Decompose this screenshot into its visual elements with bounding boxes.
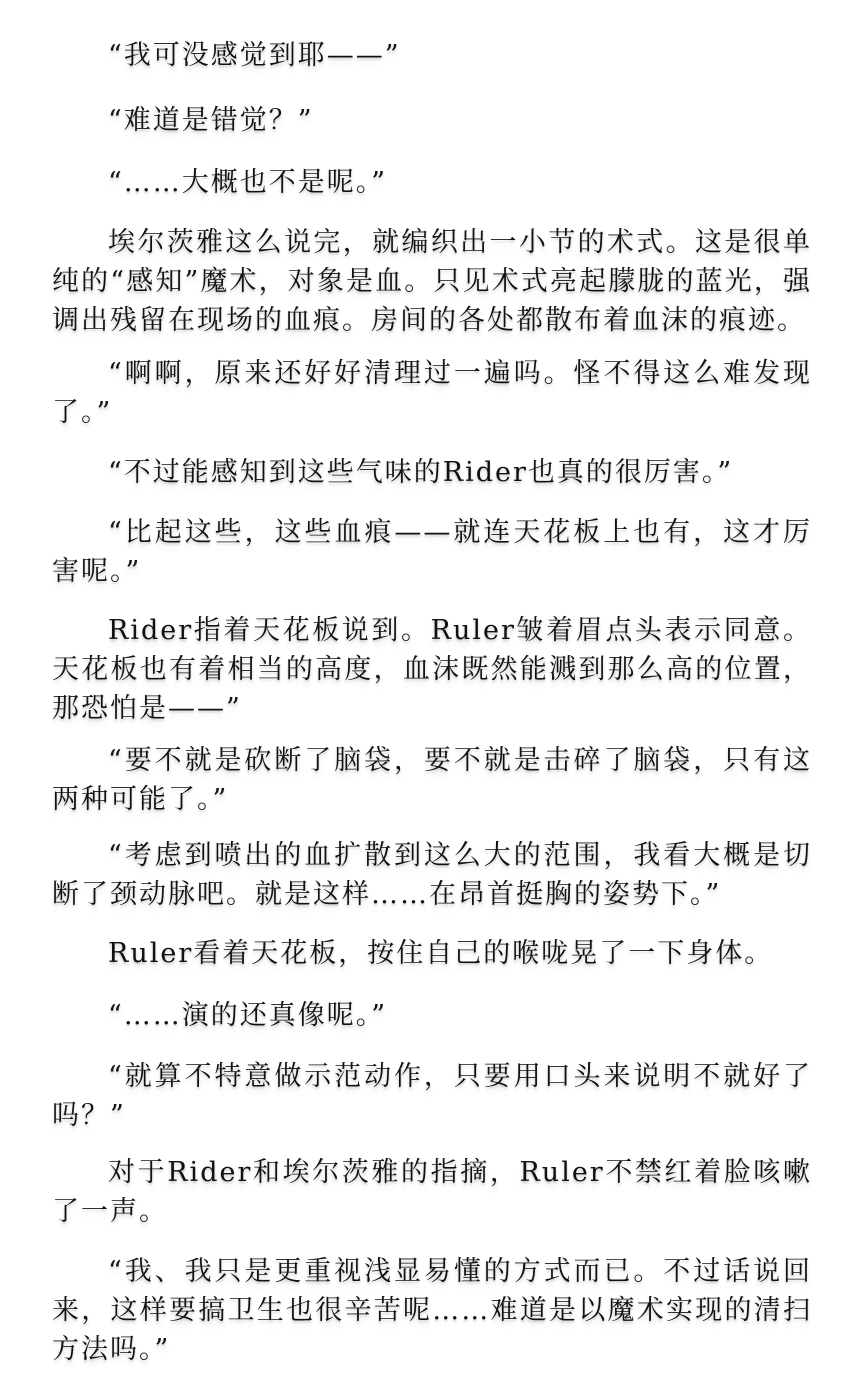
paragraph-5: “啊啊，原来还好好清理过一遍吗。怪不得这么难发现了。” (52, 358, 812, 428)
paragraph-15: “我、我只是更重视浅显易懂的方式而已。不过话说回来，这样要搞卫生也很辛苦呢……难道是以魔术实现的清扫方法吗。” (52, 1256, 812, 1365)
paragraph-2: “难道是错觉？” (108, 105, 314, 136)
paragraph-9: “要不就是砍断了脑袋，要不就是击碎了脑袋，只有这两种可能了。” (52, 745, 812, 815)
paragraph-7: “比起这些，这些血痕——就连天花板上也有，这才厉害呢。” (52, 517, 812, 587)
paragraph-1: “我可没感觉到耶——” (108, 40, 401, 71)
paragraph-11: Ruler看着天花板，按住自己的喉咙晃了一下身体。 (108, 938, 774, 969)
paragraph-13: “就算不特意做示范动作，只要用口头来说明不就好了吗？” (52, 1061, 812, 1131)
paragraph-4: 埃尔茨雅这么说完，就编织出一小节的术式。这是很单纯的“感知”魔术，对象是血。只见术式亮起朦胧的蓝光，强调出残留在现场的血痕。房间的各处都散布着血沫的痕迹。 (52, 227, 812, 336)
paragraph-10: “考虑到喷出的血扩散到这么大的范围，我看大概是切断了颈动脉吧。就是这样……在昂首挺胸的姿势下。” (52, 840, 812, 910)
paragraph-3: “……大概也不是呢。” (108, 167, 388, 198)
paragraph-8: Rider指着天花板说到。Ruler皱着眉点头表示同意。天花板也有着相当的高度，血沫既然能溅到那么高的位置，那恐怕是——” (52, 615, 812, 724)
paragraph-14: 对于Rider和埃尔茨雅的指摘，Ruler不禁红着脸咳嗽了一声。 (52, 1157, 812, 1227)
paragraph-12: “……演的还真像呢。” (108, 1000, 388, 1031)
paragraph-6: “不过能感知到这些气味的Rider也真的很厉害。” (108, 457, 734, 488)
